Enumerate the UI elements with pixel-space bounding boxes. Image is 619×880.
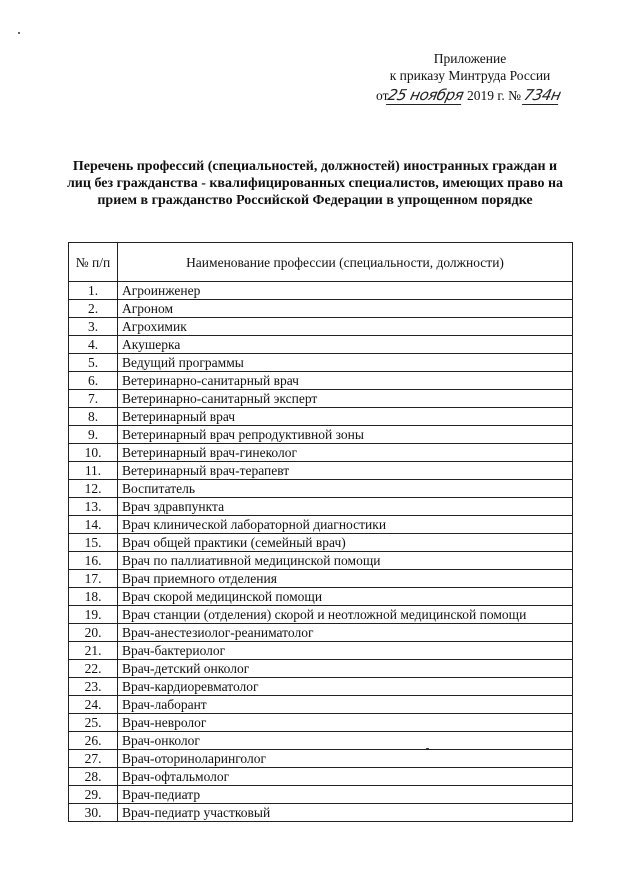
profession-name: Врач-бактериолог <box>118 642 573 660</box>
table-row <box>69 606 573 624</box>
profession-name: Врач скорой медицинской помощи <box>118 588 573 606</box>
row-number: 4. <box>69 336 118 354</box>
profession-name: Врач по паллиативной медицинской помощи <box>118 552 573 570</box>
profession-name: Врач-кардиоревматолог <box>118 678 573 696</box>
handwritten-order-number: 734н <box>522 86 563 104</box>
row-number: 15. <box>69 534 118 552</box>
row-number: 20. <box>69 624 118 642</box>
profession-name: Врач-педиатр <box>118 786 573 804</box>
row-number: 25. <box>69 714 118 732</box>
table-row <box>69 318 573 336</box>
profession-name: Агроинженер <box>118 282 573 300</box>
row-number: 3. <box>69 318 118 336</box>
table-row <box>69 660 573 678</box>
profession-name: Врач-онколог <box>118 732 573 750</box>
row-number: 24. <box>69 696 118 714</box>
profession-name: Воспитатель <box>118 480 573 498</box>
table-row <box>69 390 573 408</box>
table-row <box>69 408 573 426</box>
profession-name: Агрохимик <box>118 318 573 336</box>
row-number: 27. <box>69 750 118 768</box>
table-row <box>69 336 573 354</box>
row-number: 7. <box>69 390 118 408</box>
table-row <box>69 696 573 714</box>
table-row <box>69 588 573 606</box>
profession-name: Ветеринарный врач-гинеколог <box>118 444 573 462</box>
column-header-name: Наименование профессии (специальности, должности) <box>118 243 573 282</box>
row-number: 23. <box>69 678 118 696</box>
profession-name: Врач-лаборант <box>118 696 573 714</box>
profession-name: Ветеринарный врач <box>118 408 573 426</box>
table-row <box>69 570 573 588</box>
profession-name: Врач общей практики (семейный врач) <box>118 534 573 552</box>
table-row <box>69 534 573 552</box>
profession-name: Ведущий программы <box>118 354 573 372</box>
table-row <box>69 426 573 444</box>
table-row <box>69 354 573 372</box>
profession-name: Агроном <box>118 300 573 318</box>
row-number: 14. <box>69 516 118 534</box>
table-row <box>69 714 573 732</box>
row-number: 19. <box>69 606 118 624</box>
row-number: 6. <box>69 372 118 390</box>
profession-name: Врач приемного отделения <box>118 570 573 588</box>
profession-name: Ветеринарный врач-терапевт <box>118 462 573 480</box>
order-reference: к приказу Минтруда России <box>389 68 551 83</box>
appendix-label: Приложение <box>433 51 507 66</box>
profession-name: Врач-детский онколог <box>118 660 573 678</box>
profession-name: Врач здравпункта <box>118 498 573 516</box>
table-row <box>69 750 573 768</box>
order-date-line <box>376 86 561 105</box>
table-row <box>69 804 573 822</box>
order-year: 2019 г. № <box>467 88 522 103</box>
table-row <box>69 768 573 786</box>
row-number: 12. <box>69 480 118 498</box>
profession-name: Врач-анестезиолог-реаниматолог <box>118 624 573 642</box>
table-body <box>69 282 573 822</box>
row-number: 10. <box>69 444 118 462</box>
row-number: 30. <box>69 804 118 822</box>
profession-name: Акушерка <box>118 336 573 354</box>
row-number: 5. <box>69 354 118 372</box>
date-prefix: от <box>376 88 389 103</box>
row-number: 26. <box>69 732 118 750</box>
profession-name: Ветеринарный врач репродуктивной зоны <box>118 426 573 444</box>
professions-table <box>68 242 573 822</box>
profession-name: Ветеринарно-санитарный врач <box>118 372 573 390</box>
table-row <box>69 480 573 498</box>
table-row <box>69 462 573 480</box>
table-row <box>69 516 573 534</box>
profession-name: Ветеринарно-санитарный эксперт <box>118 390 573 408</box>
row-number: 9. <box>69 426 118 444</box>
table-row <box>69 444 573 462</box>
profession-name: Врач-оториноларинголог <box>118 750 573 768</box>
profession-name: Врач станции (отделения) скорой и неотложной медицинской помощи <box>118 606 573 624</box>
table-header-row <box>69 243 573 282</box>
table-row <box>69 300 573 318</box>
row-number: 8. <box>69 408 118 426</box>
table-row <box>69 732 573 750</box>
scan-speck <box>18 32 20 34</box>
table-row <box>69 372 573 390</box>
row-number: 29. <box>69 786 118 804</box>
table-row <box>69 624 573 642</box>
table-row <box>69 642 573 660</box>
row-number: 1. <box>69 282 118 300</box>
row-number: 2. <box>69 300 118 318</box>
profession-name: Врач-невролог <box>118 714 573 732</box>
table-row <box>69 552 573 570</box>
appendix-block <box>350 50 590 84</box>
row-number: 17. <box>69 570 118 588</box>
table-row <box>69 786 573 804</box>
row-number: 11. <box>69 462 118 480</box>
row-number: 21. <box>69 642 118 660</box>
row-number: 22. <box>69 660 118 678</box>
document-title: Перечень профессий (специальностей, должностей) иностранных граждан и лиц без гражданства - квалифицированных специалистов, имеющих право на прием в гражданство Российской Федерации в упрощенном порядке <box>66 159 564 208</box>
table-row <box>69 678 573 696</box>
table-row <box>69 282 573 300</box>
row-number: 16. <box>69 552 118 570</box>
profession-name: Врач-офтальмолог <box>118 768 573 786</box>
profession-name: Врач-педиатр участковый <box>118 804 573 822</box>
row-number: 13. <box>69 498 118 516</box>
row-number: 28. <box>69 768 118 786</box>
table-row <box>69 498 573 516</box>
profession-name: Врач клинической лабораторной диагностики <box>118 516 573 534</box>
column-header-number: № п/п <box>69 243 118 282</box>
row-number: 18. <box>69 588 118 606</box>
handwritten-date: 25 ноября <box>386 86 466 104</box>
